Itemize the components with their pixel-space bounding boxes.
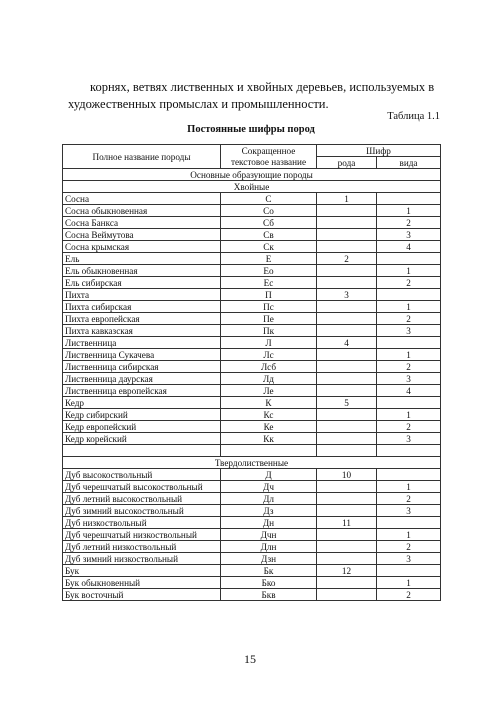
cell-species-code <box>377 289 441 301</box>
cell-full-name: Дуб черешчатый высокоствольный <box>63 481 221 493</box>
intro-paragraph: корнях, ветвях лиственных и хвойных деревьев, используемых в художественных промыслах и промышленности. <box>68 79 435 111</box>
cell-species-code: 1 <box>377 481 441 493</box>
cell-species-code: 2 <box>377 277 441 289</box>
table-row <box>63 493 441 505</box>
cell-genus-code: 10 <box>317 469 377 481</box>
cell-short-name: Лс <box>221 349 317 361</box>
cell-species-code: 2 <box>377 217 441 229</box>
cell-species-code: 3 <box>377 229 441 241</box>
header-code: Шифр <box>317 145 441 157</box>
cell-short-name: Ео <box>221 265 317 277</box>
cell-genus-code: 1 <box>317 193 377 205</box>
cell-genus-code <box>317 577 377 589</box>
cell-short-name: П <box>221 289 317 301</box>
table-row <box>63 481 441 493</box>
cell-species-code: 2 <box>377 541 441 553</box>
cell-full-name: Кедр сибирский <box>63 409 221 421</box>
cell-species-code: 3 <box>377 433 441 445</box>
spacer-cell <box>221 445 317 457</box>
cell-genus-code <box>317 301 377 313</box>
header-genus: рода <box>317 157 377 169</box>
cell-full-name: Лиственница сибирская <box>63 361 221 373</box>
cell-species-code: 3 <box>377 325 441 337</box>
table-row <box>63 241 441 253</box>
cell-full-name: Сосна крымская <box>63 241 221 253</box>
cell-species-code: 1 <box>377 529 441 541</box>
table-row <box>63 541 441 553</box>
cell-full-name: Кедр европейский <box>63 421 221 433</box>
cell-species-code: 2 <box>377 313 441 325</box>
cell-species-code: 3 <box>377 505 441 517</box>
table-row <box>63 397 441 409</box>
cell-short-name: К <box>221 397 317 409</box>
header-species: вида <box>377 157 441 169</box>
cell-species-code <box>377 193 441 205</box>
cell-short-name: Ке <box>221 421 317 433</box>
spacer-cell <box>377 445 441 457</box>
cell-full-name: Дуб высокоствольный <box>63 469 221 481</box>
cell-species-code <box>377 397 441 409</box>
cell-genus-code <box>317 589 377 601</box>
cell-species-code: 1 <box>377 205 441 217</box>
table-row <box>63 409 441 421</box>
cell-short-name: Ск <box>221 241 317 253</box>
header-full-name: Полное название породы <box>63 145 221 169</box>
cell-short-name: Лд <box>221 373 317 385</box>
cell-full-name: Лиственница Сукачева <box>63 349 221 361</box>
cell-full-name: Ель <box>63 253 221 265</box>
cell-species-code: 2 <box>377 589 441 601</box>
cell-short-name: Дчн <box>221 529 317 541</box>
table-row <box>63 469 441 481</box>
cell-genus-code <box>317 505 377 517</box>
cell-genus-code: 3 <box>317 289 377 301</box>
cell-species-code: 2 <box>377 361 441 373</box>
cell-short-name: Ле <box>221 385 317 397</box>
cell-full-name: Дуб летний высокоствольный <box>63 493 221 505</box>
cell-full-name: Сосна <box>63 193 221 205</box>
cell-full-name: Пихта сибирская <box>63 301 221 313</box>
cell-full-name: Дуб низкоствольный <box>63 517 221 529</box>
cell-short-name: Л <box>221 337 317 349</box>
cell-short-name: Ес <box>221 277 317 289</box>
cell-genus-code <box>317 541 377 553</box>
cell-short-name: Дл <box>221 493 317 505</box>
cell-genus-code: 4 <box>317 337 377 349</box>
table-row <box>63 217 441 229</box>
cell-full-name: Дуб зимний низкоствольный <box>63 553 221 565</box>
table-row <box>63 385 441 397</box>
table-row <box>63 265 441 277</box>
cell-species-code: 1 <box>377 349 441 361</box>
cell-genus-code <box>317 481 377 493</box>
cell-full-name: Пихта европейская <box>63 313 221 325</box>
cell-genus-code <box>317 361 377 373</box>
cell-short-name: С <box>221 193 317 205</box>
cell-short-name: Св <box>221 229 317 241</box>
table-row <box>63 277 441 289</box>
table-row <box>63 349 441 361</box>
cell-short-name: Бко <box>221 577 317 589</box>
cell-full-name: Лиственница европейская <box>63 385 221 397</box>
cell-full-name: Сосна обыкновенная <box>63 205 221 217</box>
cell-full-name: Лиственница <box>63 337 221 349</box>
cell-genus-code <box>317 421 377 433</box>
cell-full-name: Дуб зимний высокоствольный <box>63 505 221 517</box>
cell-short-name: Со <box>221 205 317 217</box>
table-row <box>63 313 441 325</box>
table-row <box>63 193 441 205</box>
cell-species-code <box>377 517 441 529</box>
cell-short-name: Длн <box>221 541 317 553</box>
cell-short-name: Пс <box>221 301 317 313</box>
cell-genus-code <box>317 433 377 445</box>
cell-full-name: Дуб летний низкоствольный <box>63 541 221 553</box>
page-number: 15 <box>244 652 256 666</box>
table-row <box>63 325 441 337</box>
cell-short-name: Лсб <box>221 361 317 373</box>
cell-genus-code <box>317 409 377 421</box>
cell-short-name: Дзн <box>221 553 317 565</box>
cell-short-name: Дч <box>221 481 317 493</box>
cell-full-name: Пихта кавказская <box>63 325 221 337</box>
table-row <box>63 301 441 313</box>
cell-full-name: Сосна Банкса <box>63 217 221 229</box>
cell-short-name: Кс <box>221 409 317 421</box>
cell-genus-code <box>317 553 377 565</box>
cell-short-name: Кк <box>221 433 317 445</box>
cell-species-code: 1 <box>377 301 441 313</box>
cell-species-code <box>377 337 441 349</box>
cell-genus-code: 12 <box>317 565 377 577</box>
cell-genus-code: 2 <box>317 253 377 265</box>
table-row <box>63 589 441 601</box>
cell-species-code: 1 <box>377 265 441 277</box>
cell-full-name: Бук <box>63 565 221 577</box>
cell-short-name: Пе <box>221 313 317 325</box>
cell-species-code <box>377 565 441 577</box>
section-main: Основные образующие породы <box>63 169 441 181</box>
cell-species-code: 2 <box>377 421 441 433</box>
cell-genus-code <box>317 325 377 337</box>
table-row <box>63 361 441 373</box>
cell-genus-code: 11 <box>317 517 377 529</box>
cell-full-name: Кедр <box>63 397 221 409</box>
table-row <box>63 421 441 433</box>
table-title: Постоянные шифры пород <box>187 124 315 135</box>
cell-species-code: 4 <box>377 241 441 253</box>
cell-genus-code <box>317 217 377 229</box>
spacer-cell <box>63 445 221 457</box>
cell-short-name: Пк <box>221 325 317 337</box>
table-row <box>63 565 441 577</box>
cell-species-code <box>377 253 441 265</box>
table-row <box>63 253 441 265</box>
cell-species-code: 2 <box>377 493 441 505</box>
spacer-cell <box>317 445 377 457</box>
table-label: Таблица 1.1 <box>387 111 440 122</box>
cell-species-code: 3 <box>377 553 441 565</box>
cell-full-name: Пихта <box>63 289 221 301</box>
cell-species-code: 3 <box>377 373 441 385</box>
cell-full-name: Бук обыкновенный <box>63 577 221 589</box>
cell-short-name: Сб <box>221 217 317 229</box>
cell-full-name: Дуб черешчатый низкоствольный <box>63 529 221 541</box>
cell-genus-code <box>317 229 377 241</box>
cell-genus-code: 5 <box>317 397 377 409</box>
cell-full-name: Ель сибирская <box>63 277 221 289</box>
cell-species-code: 4 <box>377 385 441 397</box>
cell-genus-code <box>317 265 377 277</box>
cell-genus-code <box>317 313 377 325</box>
cell-genus-code <box>317 385 377 397</box>
table-row <box>63 205 441 217</box>
table-row <box>63 529 441 541</box>
table-row <box>63 337 441 349</box>
cell-short-name: Бк <box>221 565 317 577</box>
table-row <box>63 289 441 301</box>
cell-species-code: 1 <box>377 577 441 589</box>
cell-genus-code <box>317 205 377 217</box>
table-row <box>63 373 441 385</box>
cell-short-name: Дн <box>221 517 317 529</box>
section-hardwood: Твердолиственные <box>63 457 441 469</box>
cell-short-name: Д <box>221 469 317 481</box>
section-conifers: Хвойные <box>63 181 441 193</box>
cell-full-name: Ель обыкновенная <box>63 265 221 277</box>
cell-genus-code <box>317 493 377 505</box>
cell-genus-code <box>317 241 377 253</box>
table-row <box>63 553 441 565</box>
table-row <box>63 505 441 517</box>
species-code-table <box>62 144 441 601</box>
cell-genus-code <box>317 349 377 361</box>
cell-short-name: Дз <box>221 505 317 517</box>
cell-genus-code <box>317 373 377 385</box>
cell-genus-code <box>317 529 377 541</box>
table-row <box>63 577 441 589</box>
cell-short-name: Е <box>221 253 317 265</box>
cell-genus-code <box>317 277 377 289</box>
header-short-name: Сокращенное текстовое название <box>221 145 317 169</box>
cell-full-name: Лиственница даурская <box>63 373 221 385</box>
cell-short-name: Бкв <box>221 589 317 601</box>
table-row <box>63 433 441 445</box>
cell-full-name: Сосна Веймутова <box>63 229 221 241</box>
cell-species-code: 1 <box>377 409 441 421</box>
cell-species-code <box>377 469 441 481</box>
cell-full-name: Кедр корейский <box>63 433 221 445</box>
table-row <box>63 229 441 241</box>
cell-full-name: Бук восточный <box>63 589 221 601</box>
table-row <box>63 517 441 529</box>
